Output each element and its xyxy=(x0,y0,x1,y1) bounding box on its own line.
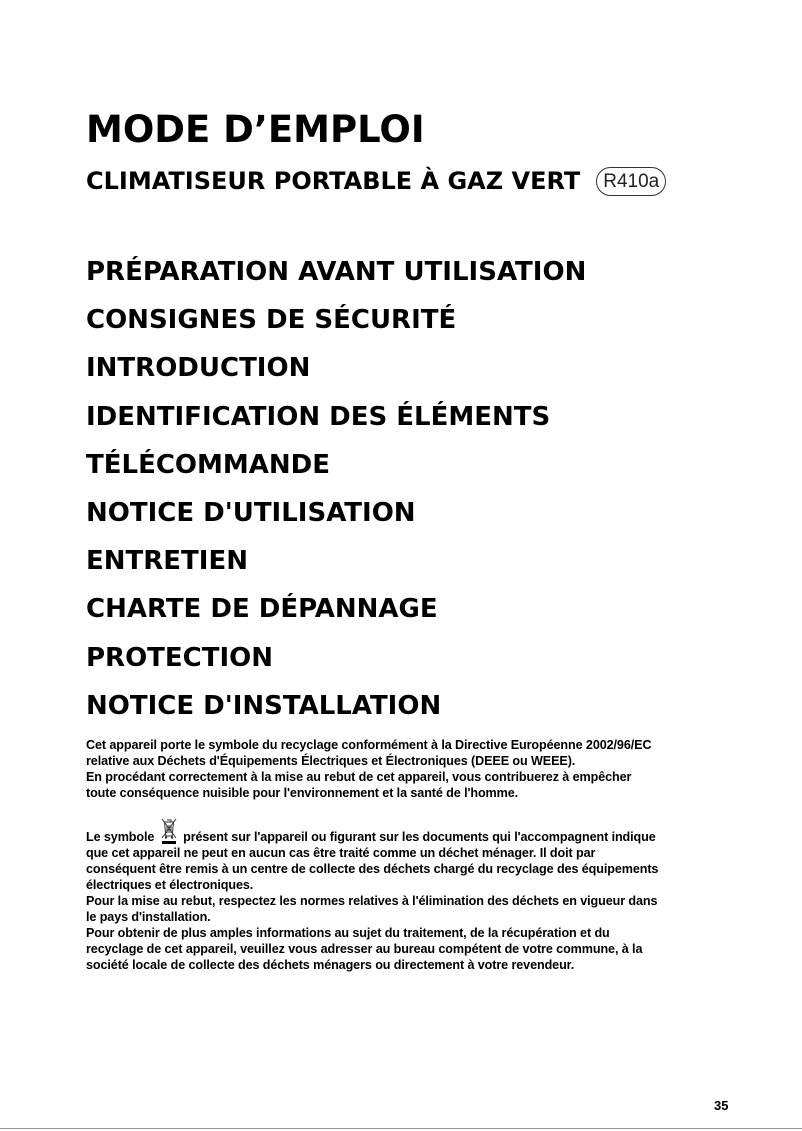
notice-line: Cet appareil porte le symbole du recyclage conformément à la Directive Européenne 2002/96/EC xyxy=(86,738,652,752)
page-bottom-divider xyxy=(0,1128,802,1129)
notice-line: toute conséquence nuisible pour l'environnement et la santé de l'homme. xyxy=(86,786,519,800)
notice-line: électriques et électroniques. xyxy=(86,878,254,892)
notice-line: conséquent être remis à un centre de collecte des déchets chargé du recyclage des équipements xyxy=(86,862,659,876)
toc-item-troubleshooting: CHARTE DE DÉPANNAGE xyxy=(86,594,438,625)
toc-item-identification: IDENTIFICATION DES ÉLÉMENTS xyxy=(86,401,551,432)
product-subtitle xyxy=(86,164,666,198)
toc-item-preparation: PRÉPARATION AVANT UTILISATION xyxy=(86,257,587,287)
notice-line: société locale de collecte des déchets ménagers ou directement à votre revendeur. xyxy=(86,958,575,972)
toc-item-introduction: INTRODUCTION xyxy=(86,353,311,384)
page-title: MODE D’EMPLOI xyxy=(86,108,425,151)
toc-item-protection: PROTECTION xyxy=(86,642,274,673)
notice-line: relative aux Déchets d'Équipements Électriques et Électroniques (DEEE ou WEEE). xyxy=(86,754,576,768)
notice-line: recyclage de cet appareil, veuillez vous adresser au bureau compétent de votre commune, à la xyxy=(86,942,643,956)
toc-item-installation: NOTICE D'INSTALLATION xyxy=(86,690,442,721)
toc-item-remote: TÉLÉCOMMANDE xyxy=(86,449,330,480)
notice-symbol-line xyxy=(86,817,736,845)
notice-line: le pays d'installation. xyxy=(86,910,211,924)
toc-item-maintenance: ENTRETIEN xyxy=(86,546,248,577)
r410a-gas-badge: R410a xyxy=(596,167,666,196)
page-number: 35 xyxy=(714,1098,729,1113)
crossed-out-bin-icon xyxy=(160,817,178,845)
notice-line: Pour obtenir de plus amples informations au sujet du traitement, de la récupération et du xyxy=(86,926,610,940)
weee-recycling-notice xyxy=(86,737,736,973)
table-of-contents xyxy=(86,248,586,730)
subtitle-text: CLIMATISEUR PORTABLE À GAZ VERT xyxy=(86,167,581,195)
toc-item-usage: NOTICE D'UTILISATION xyxy=(86,497,416,528)
symbol-prefix: Le symbole xyxy=(86,830,155,844)
notice-line: que cet appareil ne peut en aucun cas être traité comme un déchet ménager. Il doit par xyxy=(86,846,596,860)
paragraph-gap xyxy=(86,801,736,817)
symbol-suffix: présent sur l'appareil ou figurant sur les documents qui l'accompagnent indique xyxy=(183,830,656,844)
toc-item-safety: CONSIGNES DE SÉCURITÉ xyxy=(86,305,457,336)
notice-line: Pour la mise au rebut, respectez les normes relatives à l'élimination des déchets en vigueur dans xyxy=(86,894,658,908)
notice-line: En procédant correctement à la mise au rebut de cet appareil, vous contribuerez à empêcher xyxy=(86,770,632,784)
